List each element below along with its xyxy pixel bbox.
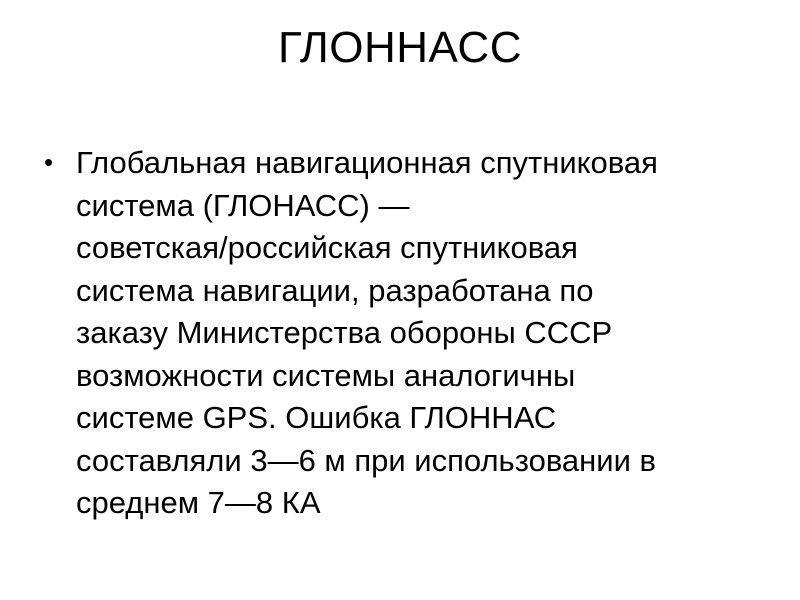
bullet-line: система навигации, разработана по	[76, 272, 594, 308]
bullet-line: заказу Министерства обороны СССР	[76, 315, 613, 350]
bullet-line: составляли 3—6 м при использовании в	[76, 442, 657, 478]
slide-body	[44, 142, 744, 525]
bullet-line: система (ГЛОНАСС) —	[76, 187, 410, 223]
bullet-text	[76, 142, 736, 525]
bullet-line: возможности системы аналогичны	[76, 357, 576, 393]
slide-title: ГЛОННАСС	[278, 23, 522, 72]
bullet-dot-icon: •	[44, 147, 54, 177]
bullet-item	[44, 142, 744, 525]
bullet-line: Глобальная навигационная спутниковая	[76, 145, 658, 180]
bullet-line: советская/российская спутниковая	[76, 230, 578, 265]
bullet-line: среднем 7—8 КА	[76, 485, 321, 520]
bullet-line: системе GPS. Ошибка ГЛОННАС	[76, 400, 557, 435]
